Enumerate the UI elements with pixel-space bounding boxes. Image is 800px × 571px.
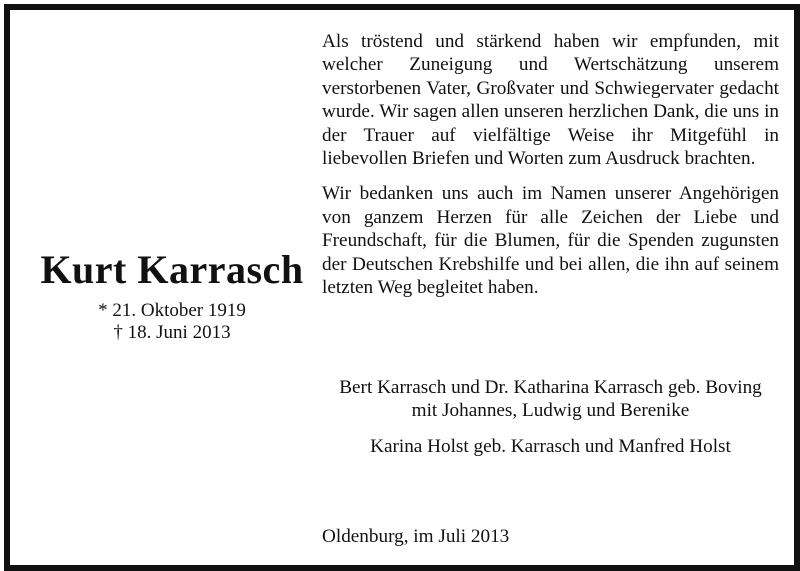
thanks-text	[322, 30, 779, 299]
signer-line-1: Bert Karrasch und Dr. Katharina Karrasch geb. Boving	[339, 377, 762, 398]
birth-date: * 21. Oktober 1919	[98, 300, 246, 321]
place-and-date: Oldenburg, im Juli 2013	[322, 526, 510, 547]
signer-line-2: mit Johannes, Ludwig und Berenike	[411, 400, 690, 422]
thanks-paragraph-1: Als tröstend und stärkend haben wir empfunden, mit welcher Zuneigung und Wertschätzung unserem verstorbenen Vater, Großvater und Schwiegervater gedacht wurde. Wir sagen allen unseren herzlichen Dank, die uns in der Trauer auf vielfältige Weise ihr Mitgefühl in liebevollen Briefen und Worten zum Ausdruck brachten.	[322, 31, 779, 170]
obituary-notice	[10, 10, 790, 561]
deceased-block	[22, 246, 322, 344]
life-dates	[22, 300, 322, 344]
signer-line-3: Karina Holst geb. Karrasch und Manfred Holst	[370, 435, 731, 457]
death-date: † 18. Juni 2013	[113, 322, 231, 343]
thanks-paragraph-2: Wir bedanken uns auch im Namen unserer Angehörigen von ganzem Herzen für alle Zeichen der Liebe und Freundschaft, für die Blumen, für die Spenden zugunsten der Deutschen Krebshilfe und bei allen, die ihn auf seinem letzten Weg begleitet haben.	[322, 183, 779, 299]
deceased-name: Kurt Karrasch	[40, 247, 304, 292]
signers-block	[322, 376, 779, 458]
